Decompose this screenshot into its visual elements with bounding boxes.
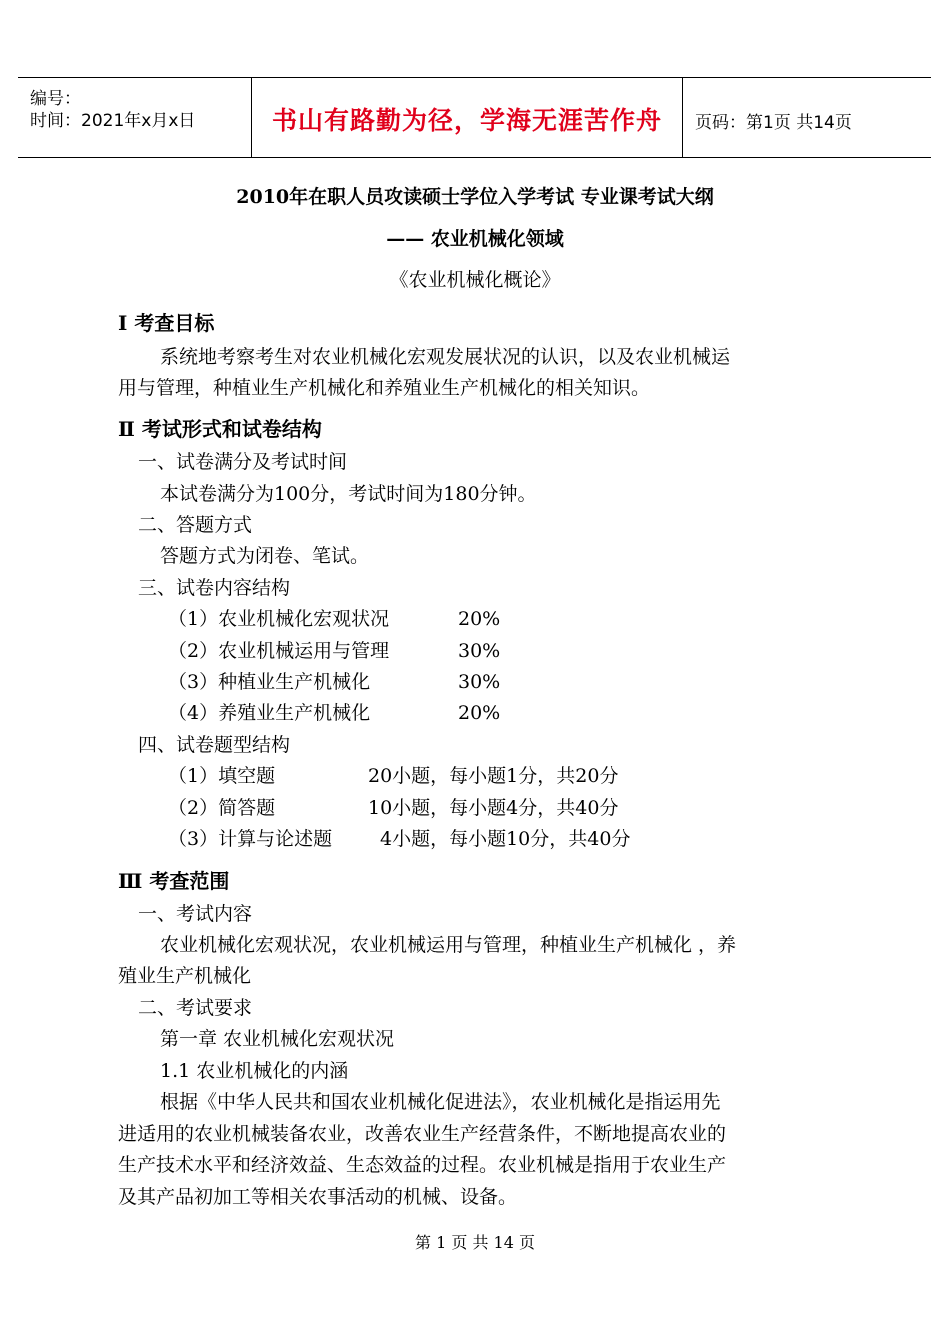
type-row: [168, 826, 631, 852]
content-row-value: 30%: [458, 671, 501, 693]
section-2-item-2-text: 答题方式为闭卷、笔试。: [160, 545, 370, 567]
number-label: 编号：: [30, 89, 81, 109]
document-subtitle: —— 农业机械化领域: [386, 228, 564, 250]
section-3-para-line: 及其产品初加工等相关农事活动的机械、设备。: [118, 1186, 518, 1208]
type-row: [168, 795, 619, 821]
type-row-value: 4小题，每小题10分，共40分: [380, 828, 631, 850]
section-3-para-line: 根据《中华人民共和国农业机械化促进法》，农业机械化是指运用先: [160, 1091, 721, 1113]
section-3-item-1-line: 殖业生产机械化: [118, 965, 252, 987]
type-row: [168, 763, 619, 789]
section-3-item-1-line: 农业机械化宏观状况，农业机械运用与管理，种植业生产机械化 ，养: [160, 934, 737, 956]
content-row: [168, 638, 501, 664]
page-footer: 第 1 页 共 14 页: [415, 1233, 535, 1252]
content-row-label: （3）种植业生产机械化: [168, 671, 371, 693]
time-label: 时间：2021年x月x日: [30, 111, 196, 131]
section-3-heading: Ⅲ 考查范围: [118, 869, 230, 893]
content-row: [168, 669, 501, 695]
motto: 书山有路勤为径，学海无涯苦作舟: [271, 106, 662, 135]
type-row-label: （2）简答题: [168, 797, 276, 819]
section-3-para-line: 生产技术水平和经济效益、生态效益的过程。农业机械是指用于农业生产: [118, 1154, 727, 1176]
content-row-value: 20%: [458, 608, 501, 630]
section-3-item-1: 一、考试内容: [138, 903, 253, 925]
section-3-para-line: 进适用的农业机械装备农业，改善农业生产经营条件，不断地提高农业的: [118, 1123, 727, 1145]
type-row-label: （3）计算与论述题: [168, 828, 333, 850]
section-3-item-2: 二、考试要求: [138, 997, 253, 1019]
section-1-para-line: 用与管理，种植业生产机械化和养殖业生产机械化的相关知识。: [118, 377, 651, 399]
section-2-item-3: 三、试卷内容结构: [138, 577, 291, 599]
book-title: 《农业机械化概论》: [389, 269, 561, 291]
chapter-heading: 第一章 农业机械化宏观状况: [160, 1028, 395, 1050]
header-right-cell: [683, 78, 931, 157]
type-row-value: 20小题，每小题1分，共20分: [368, 765, 619, 787]
document-title: 2010年在职人员攻读硕士学位入学考试 专业课考试大纲: [236, 186, 714, 208]
header-table: [18, 77, 931, 158]
content-row: [168, 700, 501, 726]
content-row-value: 20%: [458, 702, 501, 724]
content-row-label: （1）农业机械化宏观状况: [168, 608, 390, 630]
section-2-item-1-text: 本试卷满分为100分，考试时间为180分钟。: [160, 483, 537, 505]
section-1-para-line: 系统地考察考生对农业机械化宏观发展状况的认识，以及农业机械运: [160, 346, 731, 368]
section-1-heading: Ⅰ 考查目标: [118, 311, 215, 335]
type-row-label: （1）填空题: [168, 765, 276, 787]
subsection-heading: 1.1 农业机械化的内涵: [160, 1060, 349, 1082]
content-row-value: 30%: [458, 640, 501, 662]
page-code: 页码：第1页 共14页: [695, 113, 852, 133]
content-row-label: （2）农业机械运用与管理: [168, 640, 390, 662]
content-row-label: （4）养殖业生产机械化: [168, 702, 371, 724]
content-row: [168, 606, 501, 632]
section-2-heading: Ⅱ 考试形式和试卷结构: [118, 417, 322, 441]
section-2-item-2: 二、答题方式: [138, 514, 253, 536]
type-row-value: 10小题，每小题4分，共40分: [368, 797, 619, 819]
header-middle-cell: [252, 78, 683, 157]
section-2-item-1: 一、试卷满分及考试时间: [138, 451, 348, 473]
section-2-item-4: 四、试卷题型结构: [138, 734, 291, 756]
header-left-cell: [18, 78, 252, 157]
